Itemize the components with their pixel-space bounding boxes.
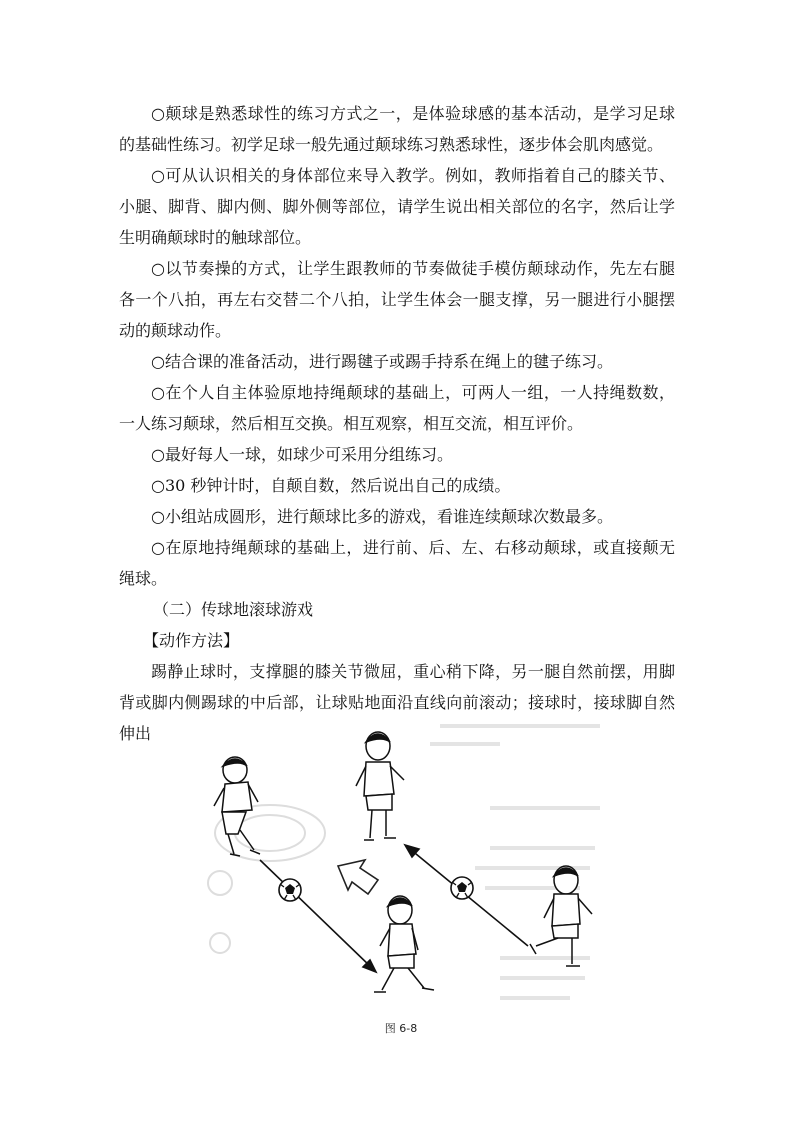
background-ghost-lines <box>430 726 600 998</box>
turn-arrow-icon <box>338 860 378 894</box>
paragraph-7: ○30 秒钟计时，自颠自数，然后说出自己的成绩。 <box>151 476 511 495</box>
paragraph-5: ○在个人自主体验原地持绳颠球的基础上，可两人一组，一人持绳数数，一人练习颠球，然后相互交换。相互观察，相互交流，相互评价。 <box>119 383 675 433</box>
paragraph-1: ○颠球是熟悉球性的练习方式之一，是体验球感的基本活动，是学习足球的基础性练习。初学足球一般先通过颠球练习熟悉球性，逐步体会肌肉感觉。 <box>119 104 675 154</box>
paragraph-3: ○以节奏操的方式，让学生跟教师的节奏做徒手模仿颠球动作，先左右腿各一个八拍，再左右交替二个八拍，让学生体会一腿支撑，另一腿进行小腿摆动的颠球动作。 <box>119 259 675 340</box>
child-figure-top <box>356 732 404 840</box>
child-figure-bottom <box>374 896 434 992</box>
method-paragraph: 踢静止球时，支撑腿的膝关节微屈，重心稍下降，另一腿自然前摆，用脚背或脚内侧踢球的中后部，让球贴地面沿直线向前滚动；接球时，接球脚自然伸出 <box>119 662 675 743</box>
soccer-ball-icon <box>451 877 473 899</box>
paragraph-9: ○在原地持绳颠球的基础上，进行前、后、左、右移动颠球，或直接颠无绳球。 <box>119 538 675 588</box>
paragraph-2: ○可从认识相关的身体部位来导入教学。例如，教师指着自己的膝关节、小腿、脚背、脚内侧、脚外侧等部位，请学生说出相关部位的名字，然后让学生明确颠球时的触球部位。 <box>119 166 675 247</box>
body-text <box>119 98 675 749</box>
soccer-ball-icon <box>279 879 301 901</box>
figure-illustration <box>200 718 610 1018</box>
child-figure-right <box>530 866 592 966</box>
section-heading: （二）传球地滚球游戏 <box>153 600 314 619</box>
paragraph-6: ○最好每人一球，如球少可采用分组练习。 <box>151 445 453 464</box>
method-heading: 【动作方法】 <box>143 631 240 650</box>
figure-caption: 图 6-8 <box>384 1022 418 1035</box>
children-passing-soccer-ball-illustration <box>200 718 610 1018</box>
paragraph-8: ○小组站成圆形，进行颠球比多的游戏，看谁连续颠球次数最多。 <box>151 507 613 526</box>
paragraph-4: ○结合课的准备活动，进行踢毽子或踢手持系在绳上的毽子练习。 <box>151 352 613 371</box>
